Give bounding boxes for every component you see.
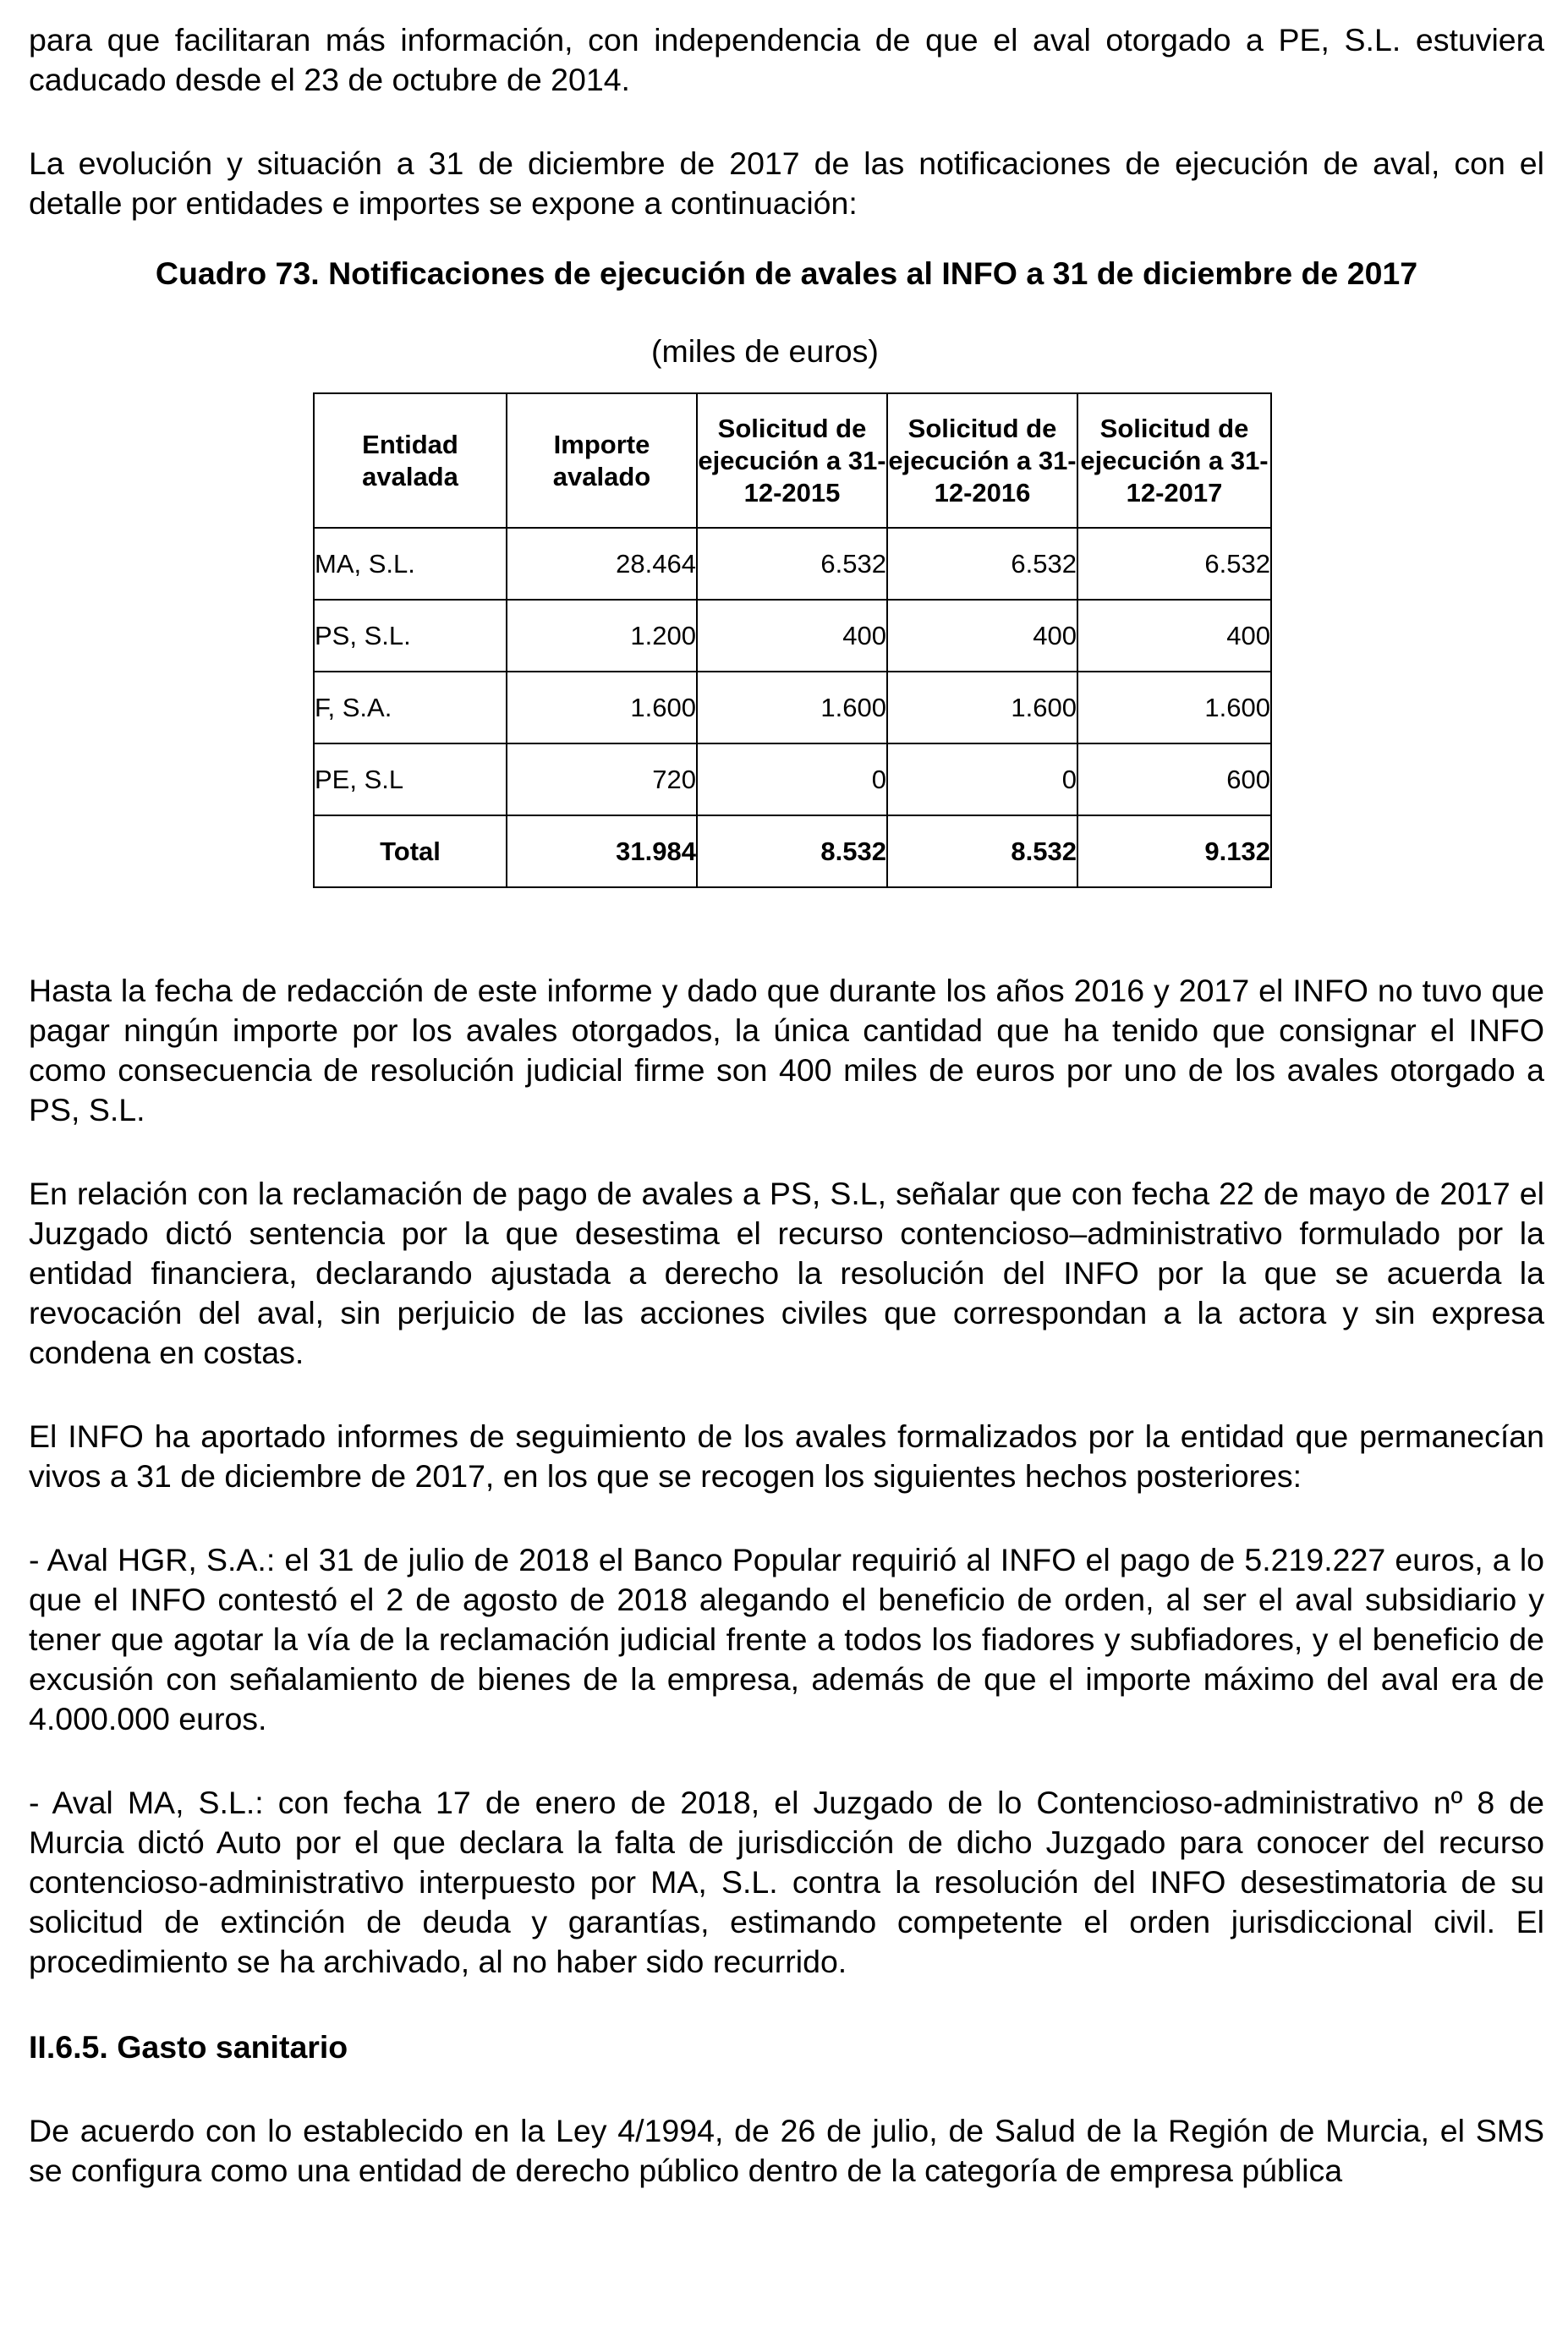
guarantee-execution-table (313, 392, 1272, 888)
cell-2016: 0 (887, 743, 1077, 815)
paragraph-3: Hasta la fecha de redacción de este informe y dado que durante los años 2016 y 2017 el INFO no tuvo que pagar ningún importe por los avales otorgados, la única cantidad que ha tenido que consignar el INFO como consecuencia de resolución judicial firme son 400 miles de euros por uno de los avales otorgado a PS, S.L. (29, 973, 1544, 1127)
cell-total-2015: 8.532 (697, 815, 887, 887)
body-block (29, 971, 1544, 2191)
intro-block (29, 20, 1544, 223)
header-request-2016: Solicitud de ejecución a 31-12-2016 (887, 393, 1077, 528)
cell-amount: 720 (507, 743, 697, 815)
header-amount: Importe avalado (507, 393, 697, 528)
cell-2015: 400 (697, 600, 887, 672)
cell-2015: 0 (697, 743, 887, 815)
paragraph-8: De acuerdo con lo establecido en la Ley 4/1994, de 26 de julio, de Salud de la Región de Murcia, el SMS se configura como una entidad de derecho público dentro de la categoría de empresa pública (29, 2113, 1544, 2188)
table-total-row (314, 815, 1271, 887)
cell-2016: 1.600 (887, 672, 1077, 743)
paragraph-7: - Aval MA, S.L.: con fecha 17 de enero de 2018, el Juzgado de lo Contencioso-administrativo nº 8 de Murcia dictó Auto por el que declara la falta de jurisdicción de dicho Juzgado para conocer del recurso contencioso-administrativo interpuesto por MA, S.L. contra la resolución del INFO desestimatoria de su solicitud de extinción de deuda y garantías, estimando competente el orden jurisdiccional civil. El procedimiento se ha archivado, al no haber sido recurrido. (29, 1785, 1544, 1979)
paragraph-intro-1: para que facilitaran más información, con independencia de que el aval otorgado a PE, S.L. estuviera caducado desde el 23 de octubre de 2014. (29, 22, 1544, 97)
cell-entity: PS, S.L. (314, 600, 507, 672)
cell-total-2017: 9.132 (1077, 815, 1271, 887)
table-row (314, 528, 1271, 600)
paragraph-intro-2: La evolución y situación a 31 de diciembre de 2017 de las notificaciones de ejecución de aval, con el detalle por entidades e importes se expone a continuación: (29, 145, 1544, 221)
table-header-row (314, 393, 1271, 528)
table-row (314, 743, 1271, 815)
paragraph-6: - Aval HGR, S.A.: el 31 de julio de 2018 el Banco Popular requirió al INFO el pago de 5.219.227 euros, a lo que el INFO contestó el 2 de agosto de 2018 alegando el beneficio de orden, al ser el aval subsidiario y tener que agotar la vía de la reclamación judicial frente a todos los fiadores y subfiadores, y el beneficio de excusión con señalamiento de bienes de la empresa, además de que el importe máximo del aval era de 4.000.000 euros. (29, 1542, 1544, 1736)
cell-entity: PE, S.L (314, 743, 507, 815)
cell-2015: 6.532 (697, 528, 887, 600)
cell-2017: 6.532 (1077, 528, 1271, 600)
cell-2017: 400 (1077, 600, 1271, 672)
cell-2015: 1.600 (697, 672, 887, 743)
header-request-2015: Solicitud de ejecución a 31-12-2015 (697, 393, 887, 528)
section-heading: II.6.5. Gasto sanitario (29, 2029, 348, 2065)
header-request-2017: Solicitud de ejecución a 31-12-2017 (1077, 393, 1271, 528)
cell-amount: 28.464 (507, 528, 697, 600)
cell-total-amount: 31.984 (507, 815, 697, 887)
cell-entity: MA, S.L. (314, 528, 507, 600)
cell-entity: F, S.A. (314, 672, 507, 743)
table-row (314, 600, 1271, 672)
cell-2016: 6.532 (887, 528, 1077, 600)
paragraph-5: El INFO ha aportado informes de seguimiento de los avales formalizados por la entidad que permanecían vivos a 31 de diciembre de 2017, en los que se recogen los siguientes hechos posteriores: (29, 1418, 1544, 1494)
paragraph-4: En relación con la reclamación de pago de avales a PS, S.L, señalar que con fecha 22 de mayo de 2017 el Juzgado dictó sentencia por la que desestima el recurso contencioso–administrativo formulado por la entidad financiera, declarando ajustada a derecho la resolución del INFO por la que se acuerda la revocación del aval, sin perjuicio de las acciones civiles que correspondan a la actora y sin expresa condena en costas. (29, 1176, 1544, 1370)
cell-total-label: Total (314, 815, 507, 887)
table-row (314, 672, 1271, 743)
cell-total-2016: 8.532 (887, 815, 1077, 887)
table-units: (miles de euros) (651, 333, 879, 369)
cell-amount: 1.600 (507, 672, 697, 743)
cell-amount: 1.200 (507, 600, 697, 672)
cell-2017: 600 (1077, 743, 1271, 815)
cell-2016: 400 (887, 600, 1077, 672)
header-entity: Entidad avalada (314, 393, 507, 528)
table-caption: Cuadro 73. Notificaciones de ejecución de avales al INFO a 31 de diciembre de 2017 (155, 255, 1418, 291)
cell-2017: 1.600 (1077, 672, 1271, 743)
